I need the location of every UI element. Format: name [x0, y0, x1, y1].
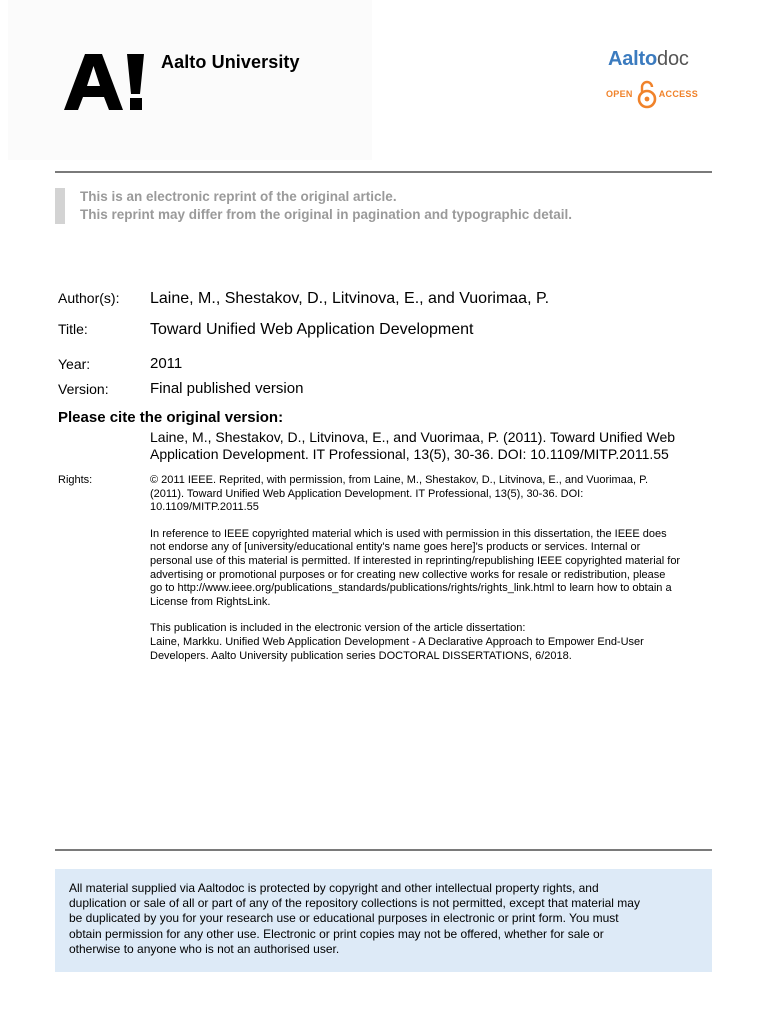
- rights-line: Developers. Aalto University publication series DOCTORAL DISSERTATIONS, 6/2018.: [150, 649, 572, 662]
- rights-line: In reference to IEEE copyrighted material which is used with permission in this dissertation, the IEEE does: [150, 527, 667, 540]
- title-label: Title:: [58, 321, 88, 337]
- repository-name-part2: doc: [657, 48, 689, 70]
- rights-line: This publication is included in the electronic version of the article dissertation:: [150, 622, 526, 635]
- footer-line: be duplicated by you for your research use or educational purposes in electronic or print form. You must: [69, 911, 619, 926]
- authors-value: Laine, M., Shestakov, D., Litvinova, E., and Vuorimaa, P.: [150, 290, 550, 307]
- citation-line-2: Application Development. IT Professional, 13(5), 30-36. DOI: 10.1109/MITP.2011.55: [150, 446, 669, 462]
- rights-line: License from RightsLink.: [150, 595, 271, 608]
- rights-line: Laine, Markku. Unified Web Application Development - A Declarative Approach to Empower End-User: [150, 635, 644, 648]
- rights-text: [150, 474, 718, 676]
- year-label: Year:: [58, 356, 91, 372]
- rights-line: © 2011 IEEE. Reprited, with permission, from Laine, M., Shestakov, D., Litvinova, E., and Vuorimaa, P.: [150, 474, 649, 486]
- footer-line: obtain permission for any other use. Electronic or print copies may not be offered, whether for sale or: [69, 926, 604, 941]
- citation-text: [150, 429, 710, 463]
- aalto-logo-mark: [64, 54, 146, 110]
- notice-line-2: This reprint may differ from the original in pagination and typographic detail.: [80, 207, 573, 222]
- version-label: Version:: [58, 381, 109, 397]
- rights-paragraph-ieee: [150, 528, 718, 610]
- notice-accent-bar: [55, 188, 65, 224]
- cite-heading: Please cite the original version:: [58, 409, 284, 426]
- reprint-notice: [80, 188, 572, 224]
- title-value: Toward Unified Web Application Development: [150, 321, 474, 338]
- open-access-lock-icon: [637, 79, 657, 109]
- year-value: 2011: [150, 355, 183, 372]
- rights-paragraph-dissertation: [150, 622, 718, 663]
- copyright-footer-box: [55, 869, 712, 972]
- open-access-badge: [606, 78, 698, 110]
- access-label: ACCESS: [658, 89, 699, 99]
- logo-panel: [8, 0, 372, 160]
- repository-name: [608, 48, 689, 71]
- footer-line: duplication or sale of all or part of any of the repository collections is not permitted, except that material may: [69, 896, 640, 911]
- rights-line: go to http://www.ieee.org/publications_standards/publications/rights/rights_link.html to learn how to obtain a: [150, 582, 672, 595]
- footer-line: otherwise to anyone who is not an authorised user.: [69, 941, 340, 956]
- top-divider: [55, 171, 712, 173]
- repository-name-part1: Aalto: [608, 48, 658, 70]
- rights-line: 10.1109/MITP.2011.55: [150, 501, 259, 514]
- open-label: OPEN: [606, 89, 633, 99]
- rights-label: Rights:: [58, 474, 93, 486]
- version-value: Final published version: [150, 380, 304, 397]
- bottom-divider: [55, 849, 712, 851]
- authors-label: Author(s):: [58, 290, 120, 306]
- citation-line-1: Laine, M., Shestakov, D., Litvinova, E., and Vuorimaa, P. (2011). Toward Unified Web: [150, 429, 676, 445]
- rights-paragraph-copyright: [150, 474, 718, 515]
- notice-line-1: This is an electronic reprint of the original article.: [80, 189, 397, 204]
- rights-line: (2011). Toward Unified Web Application Development. IT Professional, 13(5), 30-36. DOI:: [150, 487, 584, 500]
- rights-line: advertising or promotional purposes or for creating new collective works for resale or redistribution, please: [150, 568, 666, 581]
- university-name: Aalto University: [161, 52, 300, 72]
- rights-line: personal use of this material is permitted. If interested in reprinting/republishing IEEE copyrighted material for: [150, 554, 681, 567]
- rights-line: not endorse any of [university/educational entity's name goes here]'s products or services. Internal or: [150, 541, 641, 554]
- footer-line: All material supplied via Aaltodoc is protected by copyright and other intellectual property rights, and: [69, 881, 599, 895]
